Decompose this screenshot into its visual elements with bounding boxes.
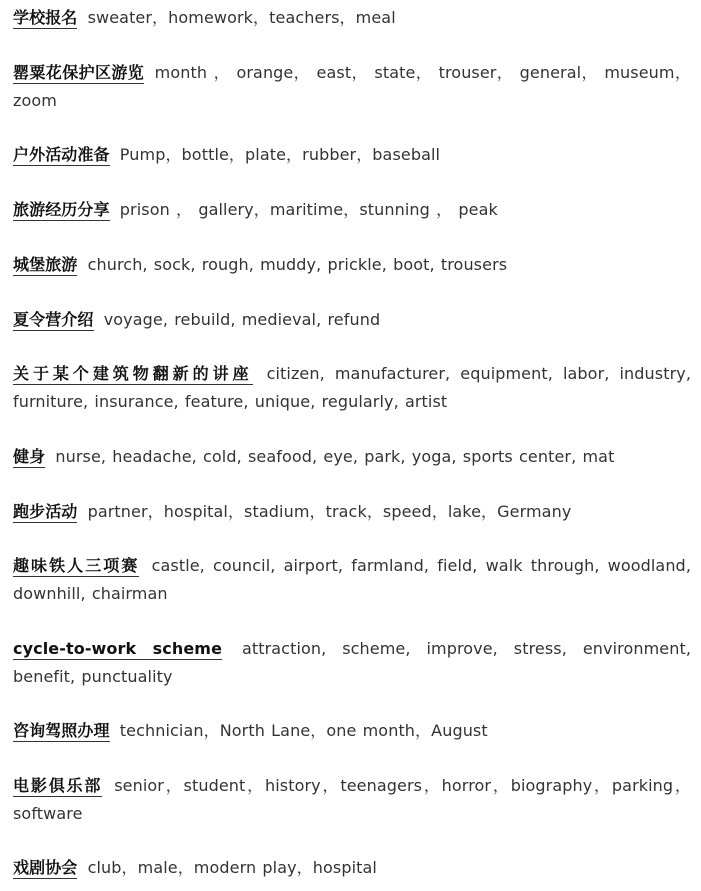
topic-heading: 电影俱乐部 [13,776,103,795]
word-list: Pump，bottle，plate，rubber，baseball [119,145,441,164]
topic-heading: 城堡旅游 [13,255,78,274]
word-list: castle, council, airport, farmland, field, walk through, woodland, downhill, chairman [13,556,692,603]
word-list: citizen, manufacturer, equipment, labor, industry, furniture, insurance, feature, unique, regularly, artist [13,364,692,411]
vocab-entry [13,251,691,279]
topic-heading: 罂粟花保护区游览 [13,63,145,82]
vocab-entry [13,498,691,526]
word-list: partner，hospital，stadium，track，speed，lake，Germany [87,502,572,521]
vocab-entry [13,772,691,827]
word-list: voyage, rebuild, medieval, refund [103,310,381,329]
word-list: technician，North Lane，one month，August [119,721,488,740]
topic-heading: cycle-to-work scheme [13,639,223,658]
vocab-entry [13,552,691,607]
word-list: senior，student，history，teenagers，horror，biography，parking，software [13,776,692,823]
vocab-entry [13,196,691,224]
vocab-entry [13,4,691,32]
topic-heading: 学校报名 [13,8,78,27]
topic-heading: 旅游经历分享 [13,200,110,219]
word-list: church, sock, rough, muddy, prickle, boot, trousers [87,255,508,274]
word-list: club，male，modern play，hospital [87,858,377,877]
topic-heading: 戏剧协会 [13,858,78,877]
topic-heading: 趣味铁人三项赛 [13,556,140,575]
vocab-entry [13,59,691,114]
vocab-entry [13,717,691,745]
word-list: sweater，homework，teachers，meal [87,8,396,27]
topic-heading: 夏令营介绍 [13,310,94,329]
word-list: attraction, scheme, improve, stress, environment, benefit, punctuality [13,639,692,686]
topic-heading: 户外活动准备 [13,145,110,164]
vocab-entry [13,141,691,169]
vocab-entry [13,854,691,882]
topic-heading: 跑步活动 [13,502,78,521]
vocab-entry [13,306,691,334]
topic-heading: 关于某个建筑物翻新的讲座 [13,364,253,383]
word-list: nurse, headache, cold, seafood, eye, park, yoga, sports center, mat [55,447,615,466]
word-list: month ， orange， east， state， trouser， general， museum，zoom [13,63,691,110]
word-list: prison ， gallery，maritime，stunning ， peak [119,200,498,219]
vocab-entry [13,360,691,415]
vocab-entry [13,443,691,471]
topic-heading: 咨询驾照办理 [13,721,110,740]
topic-heading: 健身 [13,447,46,466]
vocab-entry [13,635,691,690]
